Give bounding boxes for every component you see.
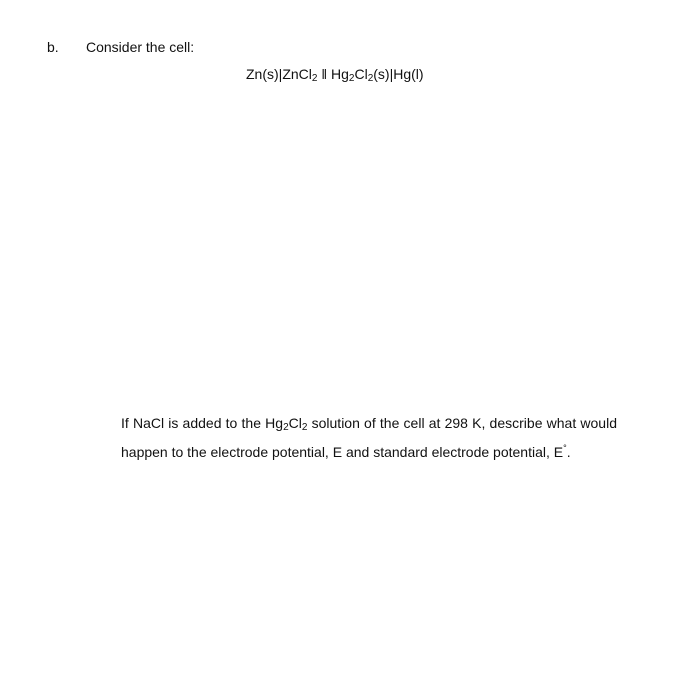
question-text-part3: solution of the cell at 298 K, describe what would happen to the electrode potential, E and standard electrode potential, E: [121, 415, 617, 460]
phase-boundary-2: |: [389, 66, 394, 82]
question-label: b.: [47, 39, 59, 55]
cathode-salt-hg: Hg: [331, 66, 349, 82]
cathode-salt-hg-subscript: 2: [348, 73, 355, 84]
question-intro: Consider the cell:: [86, 39, 195, 55]
anode-salt: ZnCl: [282, 66, 312, 82]
cathode-salt-cl-subscript: 2: [367, 73, 374, 84]
standard-state-symbol: °: [563, 443, 567, 453]
question-text: [121, 409, 617, 467]
question-text-sub1: 2: [283, 422, 289, 433]
question-text-sub2: 2: [301, 422, 308, 433]
anode-metal: Zn(s): [246, 66, 279, 82]
cell-notation: [246, 66, 424, 82]
cathode-salt-state: (s): [373, 66, 390, 82]
question-text-part2: Cl: [288, 415, 302, 431]
anode-salt-subscript: 2: [311, 73, 318, 84]
salt-bridge: ǁ: [317, 66, 331, 82]
phase-boundary: |: [278, 66, 283, 82]
cathode-salt-cl: Cl: [354, 66, 368, 82]
question-text-part4: .: [566, 444, 571, 460]
cathode-metal: Hg(l): [393, 66, 424, 82]
question-text-part1: If NaCl is added to the Hg: [121, 415, 284, 431]
